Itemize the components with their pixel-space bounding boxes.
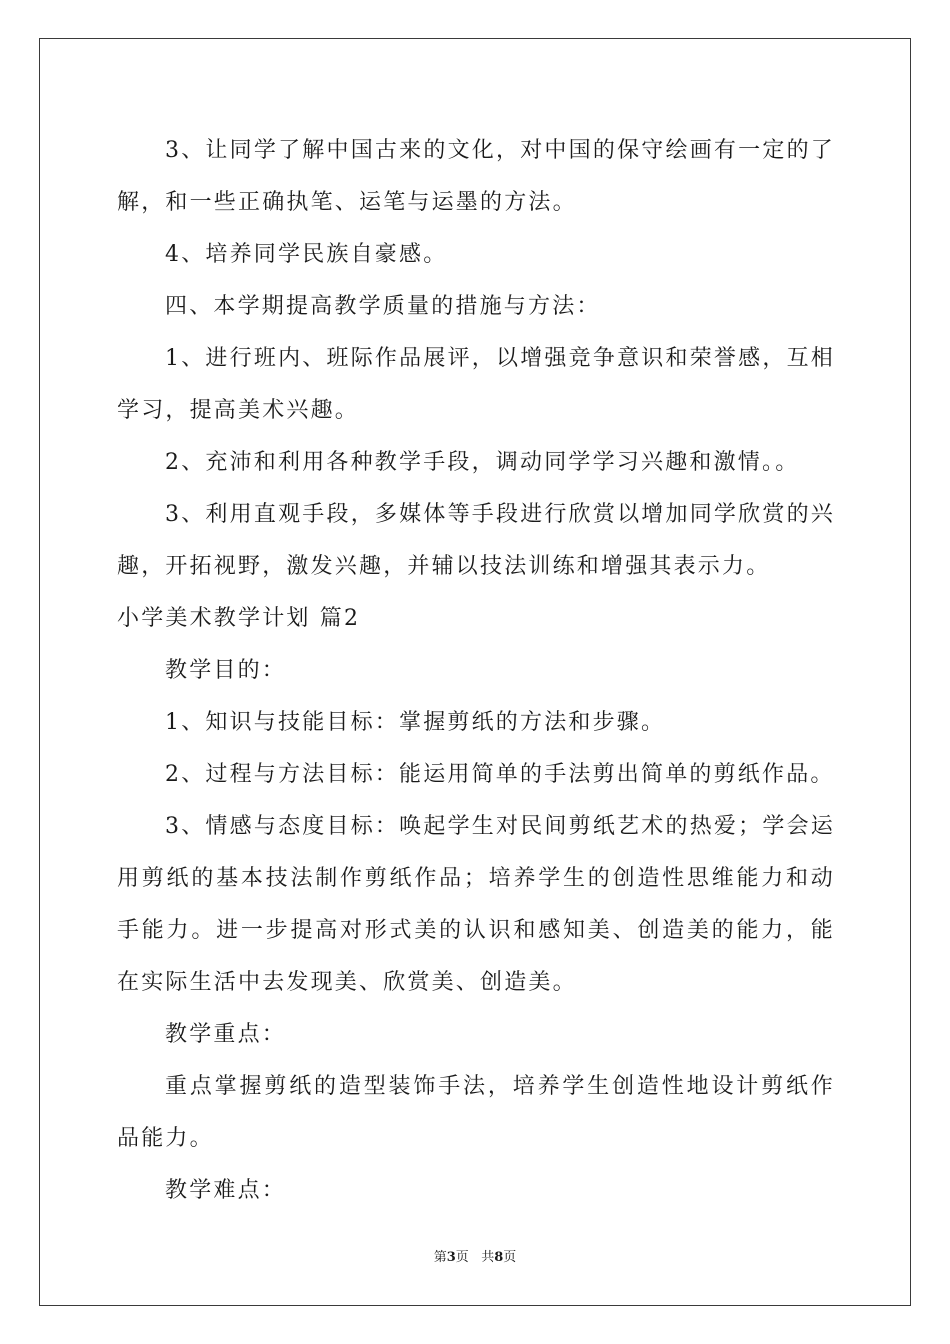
document-body xyxy=(117,125,835,1217)
paragraph-2: 4、培养同学民族自豪感。 xyxy=(165,242,448,267)
footer-page-number: 3 xyxy=(446,1250,456,1265)
paragraph-11: 3、情感与态度目标：唤起学生对民间剪纸艺术的热爱；学会运用剪纸的基本技法制作剪纸作品；培养学生的创造性思维能力和动手能力。进一步提高对形式美的认识和感知美、创造美的能力，能在实际生活中去发现美、欣赏美、创造美。 xyxy=(117,814,835,995)
paragraph-13: 重点掌握剪纸的造型装饰手法，培养学生创造性地设计剪纸作品能力。 xyxy=(117,1074,835,1151)
document-title-plan-2: 小学美术教学计划 篇2 xyxy=(117,606,361,631)
footer-total-pages: 8 xyxy=(494,1250,504,1265)
paragraph-5: 2、充沛和利用各种教学手段，调动同学学习兴趣和激情。。 xyxy=(165,450,800,475)
paragraph-9: 1、知识与技能目标：掌握剪纸的方法和步骤。 xyxy=(165,710,666,735)
footer-page-suffix: 页 xyxy=(455,1250,469,1265)
paragraph-6: 3、利用直观手段，多媒体等手段进行欣赏以增加同学欣赏的兴趣，开拓视野，激发兴趣，并辅以技法训练和增强其表示力。 xyxy=(117,502,835,579)
paragraph-4: 1、进行班内、班际作品展评，以增强竞争意识和荣誉感，互相学习，提高美术兴趣。 xyxy=(117,346,835,423)
page-footer xyxy=(0,1246,950,1265)
heading-teaching-difficulty: 教学难点： xyxy=(165,1178,287,1203)
heading-teaching-goals: 教学目的： xyxy=(165,658,287,683)
paragraph-10: 2、过程与方法目标：能运用简单的手法剪出简单的剪纸作品。 xyxy=(165,762,835,787)
paragraph-1: 3、让同学了解中国古来的文化，对中国的保守绘画有一定的了解，和一些正确执笔、运笔与运墨的方法。 xyxy=(117,138,835,215)
footer-prefix: 第 xyxy=(433,1250,447,1265)
footer-total-suffix: 页 xyxy=(503,1250,517,1265)
footer-total-prefix: 共 xyxy=(481,1250,495,1265)
heading-teaching-focus: 教学重点： xyxy=(165,1022,287,1047)
section-heading-measures: 四、本学期提高教学质量的措施与方法： xyxy=(165,294,601,319)
